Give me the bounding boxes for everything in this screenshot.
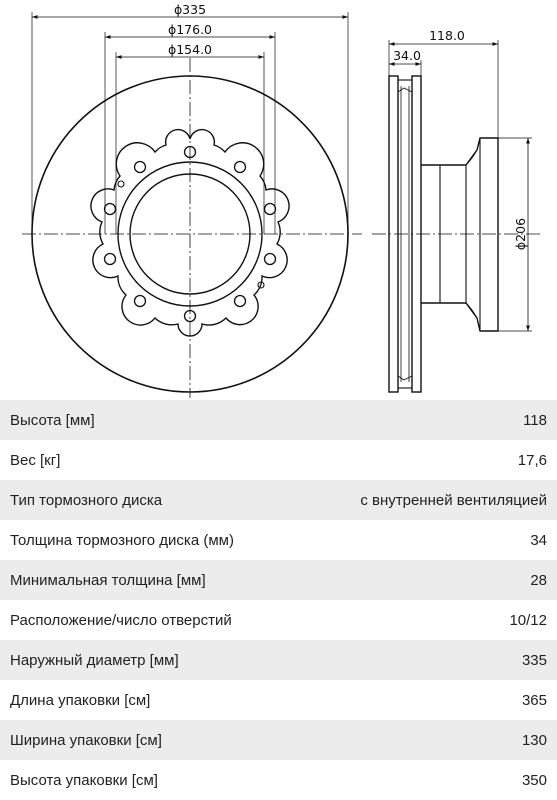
spec-label: Расположение/число отверстий: [10, 611, 232, 629]
locating-hole: [118, 181, 124, 187]
spec-label: Тип тормозного диска: [10, 491, 163, 509]
front-view: [22, 12, 362, 398]
bolt-hole: [105, 204, 116, 215]
spec-row: [0, 760, 557, 800]
specs-table: [0, 400, 557, 800]
dim-inner-label: ϕ154.0: [167, 42, 213, 57]
spec-label: Наружный диаметр [мм]: [10, 651, 179, 669]
spec-value: с внутренней вентиляцией: [360, 491, 547, 509]
dim-thickness-label: 34.0: [393, 48, 421, 63]
spec-row: [0, 480, 557, 520]
bolt-hole: [135, 162, 146, 173]
spec-label: Высота упаковки [см]: [10, 771, 158, 789]
spec-row: [0, 440, 557, 480]
spec-value: 17,6: [517, 451, 547, 469]
bolt-hole: [265, 254, 276, 265]
bolt-hole: [235, 162, 246, 173]
spec-value: 335: [521, 651, 547, 669]
spec-label: Толщина тормозного диска (мм): [10, 531, 234, 549]
side-view: [372, 40, 540, 392]
spec-label: Длина упаковки [см]: [10, 691, 151, 709]
bolt-hole: [235, 296, 246, 307]
spec-row: [0, 720, 557, 760]
spec-row: [0, 640, 557, 680]
bolt-hole: [135, 296, 146, 307]
spec-label: Минимальная толщина [мм]: [10, 571, 206, 589]
spec-value: 34: [530, 531, 547, 549]
spec-value: 365: [521, 691, 547, 709]
spec-label: Вес [кг]: [10, 451, 61, 469]
spec-row: [0, 400, 557, 440]
spec-value: 350: [521, 771, 547, 789]
dim-height-label: 118.0: [429, 28, 465, 43]
dim-outer-label: ϕ335: [173, 2, 207, 17]
spec-row: [0, 600, 557, 640]
spec-value: 28: [530, 571, 547, 589]
bolt-hole: [265, 204, 276, 215]
spec-value: 10/12: [509, 611, 547, 629]
spec-value: 118: [523, 411, 547, 429]
spec-row: [0, 680, 557, 720]
spec-label: Ширина упаковки [см]: [10, 731, 162, 749]
spec-row: [0, 520, 557, 560]
spec-label: Высота [мм]: [10, 411, 95, 429]
dim-hub-label: ϕ206: [513, 217, 528, 251]
spec-row: [0, 560, 557, 600]
hub-hat-outline: [421, 138, 498, 331]
dim-mid-label: ϕ176.0: [167, 22, 213, 37]
spec-value: 130: [521, 731, 547, 749]
bolt-hole: [105, 254, 116, 265]
